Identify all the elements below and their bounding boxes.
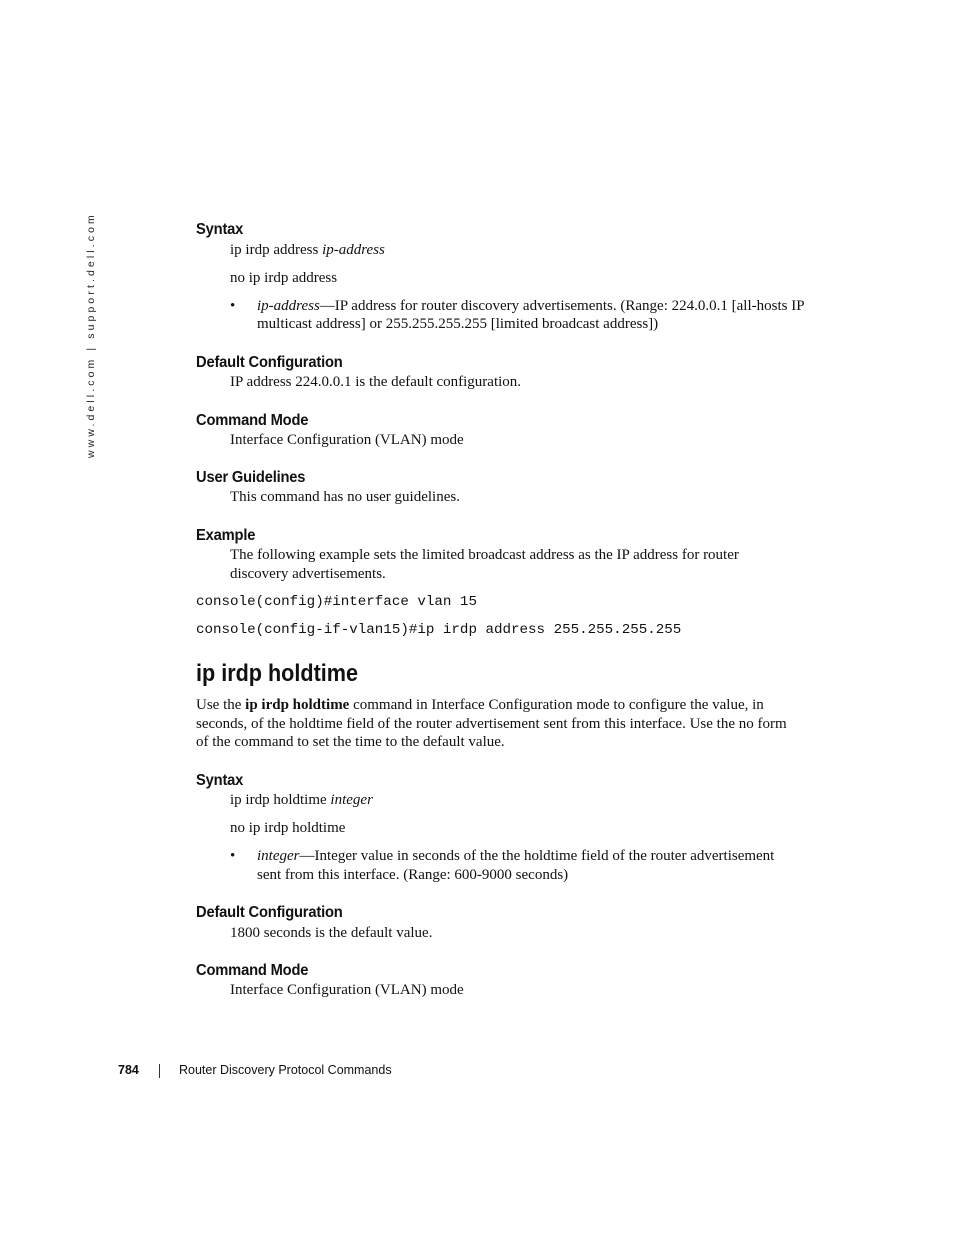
bullet: •: [230, 298, 236, 314]
syntax-no-command: no ip irdp address: [230, 270, 338, 286]
code-line-1: console(config)#interface vlan 15: [196, 594, 477, 610]
example-text-line2: discovery advertisements.: [230, 566, 386, 582]
syntax-heading: Syntax: [196, 221, 244, 238]
syntax-heading-2: Syntax: [196, 772, 244, 789]
chapter-title: Router Discovery Protocol Commands: [179, 1063, 392, 1077]
param-desc-line2-2: sent from this interface. (Range: 600-9000 seconds): [257, 867, 569, 883]
param-description: [257, 297, 805, 315]
param-desc-line1: —IP address for router discovery advertisements. (Range: 224.0.0.1 [all-hosts IP: [319, 298, 805, 314]
default-config-text: IP address 224.0.0.1 is the default configuration.: [230, 374, 522, 390]
footer-separator: [159, 1064, 160, 1078]
default-config-heading: Default Configuration: [196, 354, 343, 371]
intro-line2: seconds, of the holdtime field of the router advertisement sent from this interface. Use the no form: [196, 716, 787, 732]
intro-command: ip irdp holdtime: [245, 697, 350, 713]
param-desc-line2: multicast address] or 255.255.255.255 [limited broadcast address]): [257, 316, 659, 332]
intro-line1: [196, 696, 764, 714]
code-line-2: console(config-if-vlan15)#ip irdp address 255.255.255.255: [196, 622, 682, 638]
command-mode-heading-2: Command Mode: [196, 962, 309, 979]
intro-line3: of the command to set the time to the default value.: [196, 734, 505, 750]
syntax-command: [230, 241, 385, 259]
intro-line1-rest: command in Interface Configuration mode to configure the value, in: [349, 697, 764, 713]
command-mode-text: Interface Configuration (VLAN) mode: [230, 432, 464, 448]
page-number: 784: [118, 1063, 139, 1077]
param-name-2: integer: [257, 848, 300, 864]
param-desc-line1-2: —Integer value in seconds of the the holdtime field of the router advertisement: [299, 848, 775, 864]
syntax-argument: ip-address: [322, 242, 385, 258]
intro-pre: Use the: [196, 697, 246, 713]
example-text-line1: The following example sets the limited broadcast address as the IP address for router: [230, 547, 739, 563]
example-heading: Example: [196, 527, 256, 544]
command-mode-heading: Command Mode: [196, 412, 309, 429]
param-name: ip-address: [257, 298, 320, 314]
syntax-command-text: ip irdp address: [230, 242, 323, 258]
syntax-no-command-2: no ip irdp holdtime: [230, 820, 346, 836]
default-config-heading-2: Default Configuration: [196, 904, 343, 921]
command-mode-text-2: Interface Configuration (VLAN) mode: [230, 982, 464, 998]
section-title: ip irdp holdtime: [196, 660, 358, 687]
syntax-command-2: [230, 791, 373, 809]
syntax-argument-2: integer: [330, 792, 373, 808]
user-guidelines-text: This command has no user guidelines.: [230, 489, 460, 505]
default-config-text-2: 1800 seconds is the default value.: [230, 925, 433, 941]
param-description-2: [257, 847, 774, 865]
bullet-2: •: [230, 848, 236, 864]
side-url: www.dell.com | support.dell.com: [85, 212, 97, 458]
user-guidelines-heading: User Guidelines: [196, 469, 306, 486]
syntax-command-text-2: ip irdp holdtime: [230, 792, 331, 808]
